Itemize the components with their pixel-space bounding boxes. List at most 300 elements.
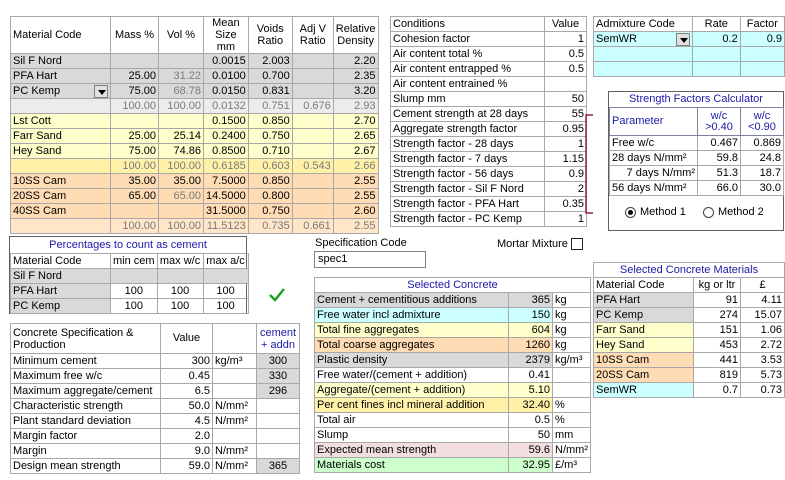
result-unit: £/m³ — [553, 458, 591, 473]
vol-cell: 35.00 — [159, 174, 204, 189]
mean-size-cell: 0.8500 — [204, 144, 249, 159]
mean-size-cell: 0.6185 — [204, 159, 249, 174]
empty-cell[interactable] — [692, 47, 740, 62]
material-code-cell — [11, 99, 111, 114]
table-row — [594, 293, 785, 308]
mass-cell[interactable]: 35.00 — [111, 174, 159, 189]
condition-label: Strength factor - PFA Hart — [391, 197, 545, 212]
adj-v-cell — [292, 84, 333, 99]
material-code-cell[interactable]: 20SS Cam — [11, 189, 111, 204]
table-row — [594, 47, 785, 62]
mass-cell[interactable] — [111, 114, 159, 129]
material-cost-cell: 15.07 — [741, 308, 785, 323]
material-code-cell[interactable]: PFA Hart — [11, 69, 111, 84]
density-cell: 2.60 — [333, 204, 378, 219]
material-qty-cell: 453 — [694, 338, 741, 353]
spec-label: Plant standard deviation — [11, 414, 161, 429]
selected-materials-table — [593, 262, 785, 398]
mean-size-cell: 0.0015 — [204, 54, 249, 69]
table-row — [11, 354, 300, 369]
chevron-down-icon[interactable] — [94, 85, 108, 98]
table-row — [391, 62, 587, 77]
percentages-header: min cem — [111, 254, 158, 269]
spec-value[interactable]: 0.45 — [161, 369, 213, 384]
mortar-mixture-checkbox[interactable] — [571, 238, 583, 250]
checkmark-icon — [268, 287, 286, 303]
table-row — [315, 413, 591, 428]
admixture-code-value: SemWR — [596, 32, 637, 45]
material-code-cell[interactable]: 40SS Cam — [11, 204, 111, 219]
materials-panel — [10, 16, 379, 234]
result-label: Total fine aggregates — [315, 323, 509, 338]
table-row — [594, 32, 785, 47]
method-1-label: Method 1 — [640, 206, 686, 218]
strength-calculator — [609, 92, 784, 218]
table-row — [315, 293, 591, 308]
result-unit: % — [553, 413, 591, 428]
cement-addn-cell: 365 — [257, 459, 300, 474]
cement-addn-cell: 330 — [257, 369, 300, 384]
vol-cell: 68.78 — [159, 84, 204, 99]
condition-label: Cement strength at 28 days — [391, 107, 545, 122]
table-row — [391, 92, 587, 107]
condition-label: Slump mm — [391, 92, 545, 107]
table-row — [315, 323, 591, 338]
admixture-header: Admixture Code — [594, 17, 693, 32]
result-unit: % — [553, 398, 591, 413]
cement-addn-cell — [257, 444, 300, 459]
material-cost-cell: 5.73 — [741, 368, 785, 383]
result-label: Free water incl admixture — [315, 308, 509, 323]
spec-unit: N/mm² — [213, 399, 257, 414]
mean-size-cell: 0.1500 — [204, 114, 249, 129]
mass-cell[interactable]: 75.00 — [111, 144, 159, 159]
table-row — [11, 189, 379, 204]
radio-selected-icon[interactable] — [625, 207, 636, 218]
calculator-value: 24.8 — [741, 151, 784, 166]
adj-v-cell: 0.543 — [292, 159, 333, 174]
condition-label: Strength factor - PC Kemp — [391, 212, 545, 227]
spec-unit — [213, 369, 257, 384]
mass-cell[interactable]: 25.00 — [111, 129, 159, 144]
voids-cell: 0.751 — [248, 99, 292, 114]
density-cell: 2.35 — [333, 69, 378, 84]
adj-v-cell — [292, 114, 333, 129]
table-row — [594, 383, 785, 398]
calculator-table — [609, 107, 784, 196]
max-wc-cell[interactable] — [157, 269, 203, 284]
voids-cell: 0.710 — [248, 144, 292, 159]
selected-concrete-table — [314, 277, 591, 473]
material-code-cell[interactable]: Lst Cott — [11, 114, 111, 129]
result-unit — [553, 368, 591, 383]
spec-value: 9.0 — [161, 444, 213, 459]
table-row — [315, 353, 591, 368]
result-value: 32.95 — [509, 458, 553, 473]
table-row — [11, 459, 300, 474]
material-code-cell[interactable]: Hey Sand — [11, 144, 111, 159]
material-code-cell: Farr Sand — [594, 323, 694, 338]
material-cost-cell: 4.11 — [741, 293, 785, 308]
result-value: 0.41 — [509, 368, 553, 383]
empty-cell[interactable] — [740, 62, 784, 77]
result-label: Expected mean strength — [315, 443, 509, 458]
material-qty-cell: 274 — [694, 308, 741, 323]
adj-v-cell — [292, 204, 333, 219]
percentages-header: max w/c — [157, 254, 203, 269]
table-row — [315, 383, 591, 398]
result-unit: N/mm² — [553, 443, 591, 458]
calculator-value: 0.467 — [698, 136, 741, 151]
max-wc-cell[interactable]: 100 — [157, 299, 203, 314]
admixture-factor[interactable]: 0.9 — [740, 32, 784, 47]
percentages-header: Material Code — [11, 254, 111, 269]
table-row — [11, 299, 249, 314]
table-row — [315, 338, 591, 353]
spec-label: Design mean strength — [11, 459, 161, 474]
empty-cell[interactable] — [594, 62, 693, 77]
adj-v-cell — [292, 129, 333, 144]
material-code-cell: Sil F Nord — [11, 269, 111, 284]
adj-v-cell: 0.661 — [292, 219, 333, 234]
condition-label: Cohesion factor — [391, 32, 545, 47]
material-qty-cell: 441 — [694, 353, 741, 368]
result-label: Cement + cementitious additions — [315, 293, 509, 308]
spec-unit — [213, 384, 257, 399]
result-value: 59.6 — [509, 443, 553, 458]
max-ac-cell[interactable]: 100 — [203, 284, 248, 299]
mass-cell[interactable]: 65.00 — [111, 189, 159, 204]
adj-v-cell — [292, 69, 333, 84]
material-cost-cell: 3.53 — [741, 353, 785, 368]
table-row — [315, 308, 591, 323]
calculator-value: 18.7 — [741, 166, 784, 181]
spec-label: Maximum aggregate/cement — [11, 384, 161, 399]
conditions-table — [390, 16, 587, 227]
result-label: Aggregate/(cement + addition) — [315, 383, 509, 398]
table-row — [11, 284, 249, 299]
table-row — [391, 122, 587, 137]
condition-value[interactable]: 0.95 — [545, 122, 587, 137]
materials-header: Vol % — [159, 17, 204, 54]
mean-size-cell: 11.5123 — [204, 219, 249, 234]
spec-label: Margin — [11, 444, 161, 459]
min-cem-cell[interactable]: 100 — [111, 299, 158, 314]
result-unit: kg — [553, 293, 591, 308]
percentages-header: max a/c — [203, 254, 248, 269]
condition-value[interactable]: 0.35 — [545, 197, 587, 212]
calculator-header: Parameter — [610, 108, 698, 136]
result-unit: kg — [553, 323, 591, 338]
min-cem-cell[interactable] — [111, 269, 158, 284]
spec-value: 59.0 — [161, 459, 213, 474]
table-row — [594, 368, 785, 383]
materials-header: Mass % — [111, 17, 159, 54]
condition-label: Strength factor - 56 days — [391, 167, 545, 182]
materials-header: Voids Ratio — [248, 17, 292, 54]
selected-concrete-title: Selected Concrete — [315, 278, 591, 293]
calculator-value: 66.0 — [698, 181, 741, 196]
condition-value[interactable]: 0.9 — [545, 167, 587, 182]
method-radio-group — [609, 206, 784, 218]
condition-value[interactable]: 1.15 — [545, 152, 587, 167]
table-row — [11, 114, 379, 129]
empty-cell[interactable] — [594, 47, 693, 62]
table-row — [610, 136, 784, 151]
table-row-total — [11, 99, 379, 114]
table-row — [610, 181, 784, 196]
table-row — [315, 458, 591, 473]
spec-value[interactable]: 4.5 — [161, 414, 213, 429]
conditions-header: Value — [545, 17, 587, 32]
voids-cell: 0.735 — [248, 219, 292, 234]
selected-materials-title: Selected Concrete Materials — [594, 263, 785, 278]
max-wc-cell[interactable]: 100 — [157, 284, 203, 299]
condition-label: Strength factor - 7 days — [391, 152, 545, 167]
result-unit: kg — [553, 308, 591, 323]
cement-addn-cell: 300 — [257, 354, 300, 369]
result-label: Per cent fines incl mineral addition — [315, 398, 509, 413]
table-row — [594, 323, 785, 338]
result-label: Plastic density — [315, 353, 509, 368]
condition-label: Air content entrained % — [391, 77, 545, 92]
mean-size-cell: 31.5000 — [204, 204, 249, 219]
percentages-table — [10, 253, 249, 314]
mass-cell[interactable] — [111, 54, 159, 69]
table-row — [391, 197, 587, 212]
result-value: 0.5 — [509, 413, 553, 428]
spec-label: Maximum free w/c — [11, 369, 161, 384]
voids-cell: 0.603 — [248, 159, 292, 174]
selected-materials-panel — [593, 262, 785, 398]
result-label: Total air — [315, 413, 509, 428]
table-row — [11, 144, 379, 159]
admixture-rate[interactable]: 0.2 — [692, 32, 740, 47]
percentages-title: Percentages to count as cement — [49, 239, 207, 251]
result-unit: mm — [553, 428, 591, 443]
materials-header: Mean Size mm — [204, 17, 249, 54]
chevron-down-icon[interactable] — [676, 33, 690, 46]
admixture-code-dropdown[interactable] — [594, 32, 693, 47]
calculator-value: 51.3 — [698, 166, 741, 181]
table-row — [391, 77, 587, 92]
table-row — [11, 84, 379, 99]
spec-code-label: Specification Code — [315, 237, 407, 249]
spec-label: Characteristic strength — [11, 399, 161, 414]
material-qty-cell: 151 — [694, 323, 741, 338]
empty-cell[interactable] — [740, 47, 784, 62]
table-row — [315, 368, 591, 383]
materials-header: Material Code — [11, 17, 111, 54]
vol-total-cell: 100.00 — [159, 99, 204, 114]
voids-cell: 2.003 — [248, 54, 292, 69]
cement-addn-cell — [257, 429, 300, 444]
condition-label: Aggregate strength factor — [391, 122, 545, 137]
table-row — [391, 137, 587, 152]
material-cost-cell: 2.72 — [741, 338, 785, 353]
selected-materials-header: kg or ltr — [694, 278, 741, 293]
adj-v-cell — [292, 144, 333, 159]
spec-code-input[interactable]: spec1 — [314, 251, 426, 268]
min-cem-cell[interactable]: 100 — [111, 284, 158, 299]
material-cost-cell: 0.73 — [741, 383, 785, 398]
voids-cell: 0.750 — [248, 204, 292, 219]
calculator-header: w/c <0.90 — [741, 108, 784, 136]
condition-value[interactable]: 50 — [545, 92, 587, 107]
vol-total-cell: 100.00 — [159, 159, 204, 174]
material-code-cell: PFA Hart — [11, 284, 111, 299]
table-row — [315, 443, 591, 458]
method-1-radio[interactable] — [625, 206, 686, 218]
table-row — [11, 204, 379, 219]
table-row — [391, 107, 587, 122]
table-row — [610, 151, 784, 166]
table-row-total — [11, 159, 379, 174]
calculator-value: 30.0 — [741, 181, 784, 196]
condition-value[interactable]: 0.5 — [545, 47, 587, 62]
empty-cell[interactable] — [692, 62, 740, 77]
voids-cell: 0.700 — [248, 69, 292, 84]
material-code-cell[interactable]: Farr Sand — [11, 129, 111, 144]
table-row — [11, 369, 300, 384]
conditions-header: Conditions — [391, 17, 545, 32]
table-row — [594, 353, 785, 368]
result-unit: kg — [553, 338, 591, 353]
density-cell: 2.67 — [333, 144, 378, 159]
condition-label: Air content total % — [391, 47, 545, 62]
radio-empty-icon[interactable] — [703, 207, 714, 218]
spec-label: Margin factor — [11, 429, 161, 444]
selected-materials-header: Material Code — [594, 278, 694, 293]
result-value: 32.40 — [509, 398, 553, 413]
material-code-cell — [11, 159, 111, 174]
table-row — [391, 47, 587, 62]
vol-cell — [159, 54, 204, 69]
condition-label: Strength factor - Sil F Nord — [391, 182, 545, 197]
condition-value[interactable]: 0.5 — [545, 62, 587, 77]
mass-total-cell: 100.00 — [111, 219, 159, 234]
voids-cell: 0.750 — [248, 129, 292, 144]
materials-table — [10, 16, 379, 234]
cement-addn-cell: 296 — [257, 384, 300, 399]
mass-cell[interactable]: 75.00 — [111, 84, 159, 99]
table-row — [11, 129, 379, 144]
admixture-header: Rate — [692, 17, 740, 32]
condition-value[interactable]: 2 — [545, 182, 587, 197]
result-label: Slump — [315, 428, 509, 443]
calculator-param: Free w/c — [610, 136, 698, 151]
production-table — [10, 323, 300, 474]
selected-materials-header: £ — [741, 278, 785, 293]
spec-unit — [213, 429, 257, 444]
production-header: Concrete Specification & Production — [11, 324, 161, 354]
material-code-dropdown[interactable] — [11, 84, 111, 99]
material-code-cell: PC Kemp — [11, 299, 111, 314]
material-code-cell: PFA Hart — [594, 293, 694, 308]
calculator-header: w/c >0.40 — [698, 108, 741, 136]
material-code-cell: PC Kemp — [594, 308, 694, 323]
method-2-label: Method 2 — [717, 206, 764, 218]
table-row — [594, 62, 785, 77]
condition-value[interactable]: 55 — [545, 107, 587, 122]
cement-addn-cell — [257, 414, 300, 429]
density-cell: 2.70 — [333, 114, 378, 129]
adj-v-cell — [292, 174, 333, 189]
material-code-cell: SemWR — [594, 383, 694, 398]
admixture-header: Factor — [740, 17, 784, 32]
production-header: cement + addn — [257, 324, 300, 354]
admixture-table — [593, 16, 785, 77]
table-row — [391, 152, 587, 167]
spec-value[interactable]: 50.0 — [161, 399, 213, 414]
mean-size-cell: 0.0100 — [204, 69, 249, 84]
density-cell: 2.55 — [333, 219, 378, 234]
density-cell: 2.55 — [333, 189, 378, 204]
result-label: Free water/(cement + addition) — [315, 368, 509, 383]
voids-cell: 0.831 — [248, 84, 292, 99]
table-row — [391, 212, 587, 227]
material-code-cell[interactable]: Sil F Nord — [11, 54, 111, 69]
production-header: Value — [161, 324, 213, 354]
adj-v-cell — [292, 54, 333, 69]
condition-value[interactable]: 1 — [545, 137, 587, 152]
method-2-radio[interactable] — [703, 206, 764, 218]
material-code-cell: 20SS Cam — [594, 368, 694, 383]
vol-total-cell: 100.00 — [159, 219, 204, 234]
result-value: 150 — [509, 308, 553, 323]
table-row — [315, 398, 591, 413]
material-code-value: PC Kemp — [13, 84, 61, 97]
max-ac-cell[interactable] — [203, 269, 248, 284]
cement-addn-cell — [257, 399, 300, 414]
calculator-param: 7 days N/mm² — [610, 166, 698, 181]
voids-cell: 0.850 — [248, 174, 292, 189]
material-code-cell: 10SS Cam — [594, 353, 694, 368]
calculator-value: 0.869 — [741, 136, 784, 151]
material-code-cell[interactable]: 10SS Cam — [11, 174, 111, 189]
table-row — [315, 428, 591, 443]
material-qty-cell: 819 — [694, 368, 741, 383]
materials-header: Adj V Ratio — [292, 17, 333, 54]
table-row — [11, 69, 379, 84]
density-cell: 2.93 — [333, 99, 378, 114]
spec-value[interactable]: 2.0 — [161, 429, 213, 444]
result-value: 50 — [509, 428, 553, 443]
result-unit: kg/m³ — [553, 353, 591, 368]
mean-size-cell: 0.0132 — [204, 99, 249, 114]
material-code-cell: Hey Sand — [594, 338, 694, 353]
vol-cell: 74.86 — [159, 144, 204, 159]
condition-value[interactable]: 1 — [545, 32, 587, 47]
table-row — [391, 182, 587, 197]
condition-value[interactable] — [545, 77, 587, 92]
selected-concrete-panel — [314, 277, 591, 473]
table-row — [11, 444, 300, 459]
max-ac-cell[interactable]: 100 — [203, 299, 248, 314]
result-value: 1260 — [509, 338, 553, 353]
mass-cell[interactable]: 25.00 — [111, 69, 159, 84]
table-row — [594, 308, 785, 323]
table-row — [11, 269, 249, 284]
materials-header: Relative Density — [333, 17, 378, 54]
vol-cell — [159, 204, 204, 219]
mass-cell[interactable] — [111, 204, 159, 219]
spec-label: Minimum cement — [11, 354, 161, 369]
spec-value[interactable]: 6.5 — [161, 384, 213, 399]
table-row — [11, 399, 300, 414]
condition-value[interactable]: 1 — [545, 212, 587, 227]
spec-value[interactable]: 300 — [161, 354, 213, 369]
